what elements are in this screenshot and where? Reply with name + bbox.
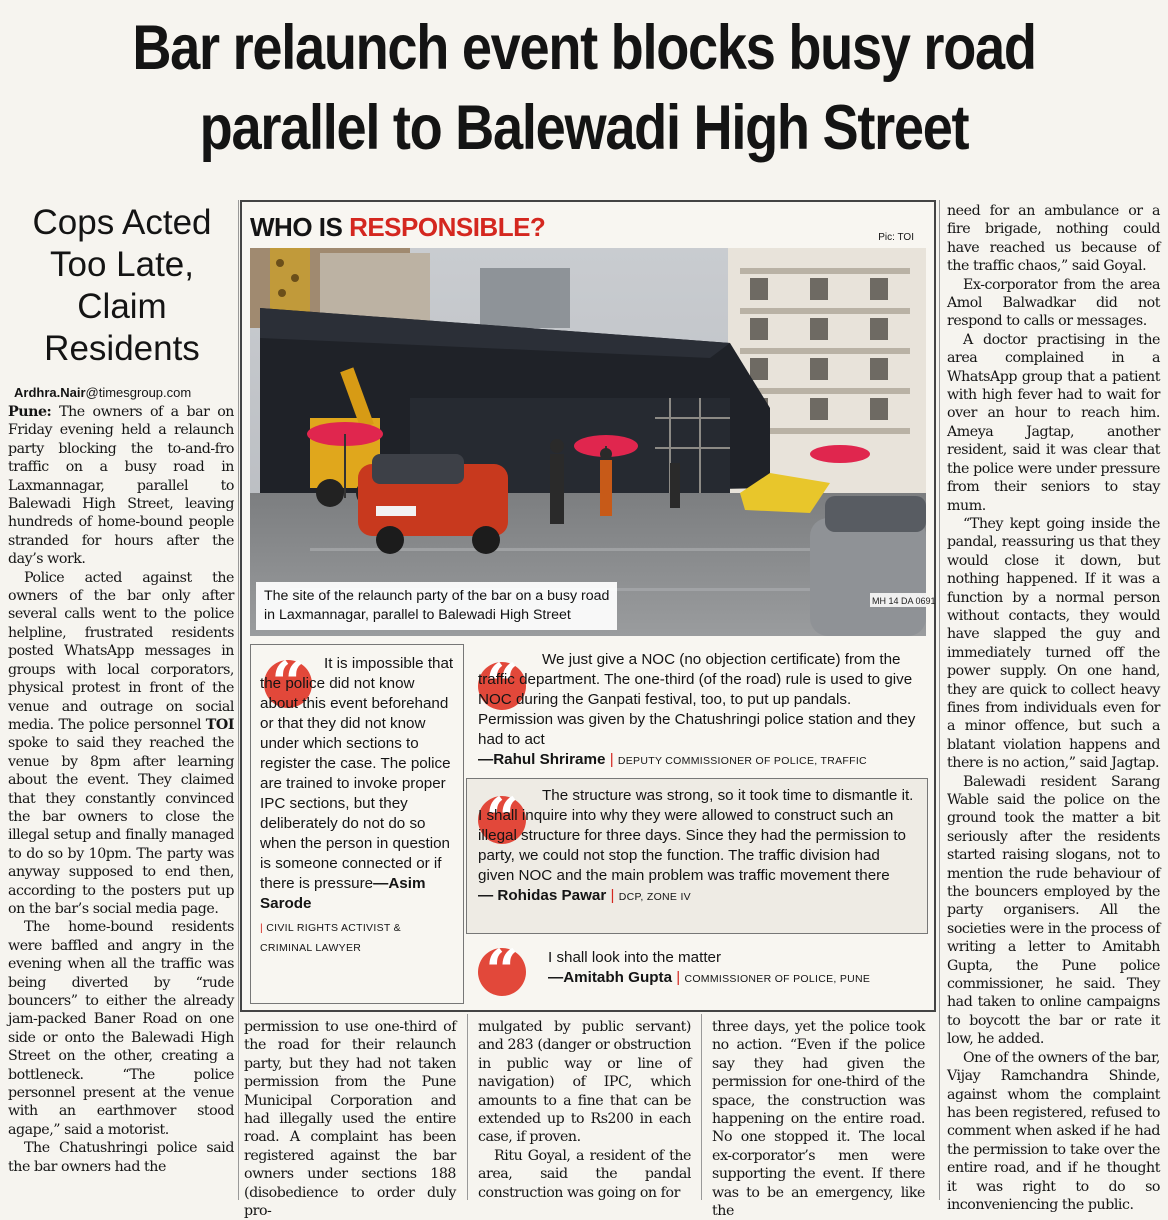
byline-domain: @timesgroup.com	[85, 385, 192, 400]
quote-1-body: It is impossible that the police did not know about this event beforehand or that they did not know under which sections to register the case. The police are trained to invoke proper IPC sections, but they deliberately do not do so when the person in question is someone connected or if there is pressure	[260, 655, 454, 892]
quote-3-role: DCP, ZONE IV	[618, 891, 691, 903]
subhead-line-2: Too Late,	[50, 245, 194, 284]
quote-2-attribution: —Rahul Shrirame	[478, 751, 606, 768]
toi-mention: TOI	[205, 716, 234, 733]
quote-4-role: COMMISSIONER OF POLICE, PUNE	[684, 973, 871, 985]
paragraph-text: Police acted against the owners of the bar only after several calls went to the police helpline, frustrated residents posted WhatsApp messages in groups with local corporators, physical protest in front of the venue and outrage on social media. The police personnel	[8, 569, 234, 733]
column-divider	[238, 200, 239, 1200]
quote-4-attribution: —Amitabh Gupta	[548, 969, 673, 986]
byline	[14, 385, 244, 400]
box-title	[250, 212, 545, 243]
article-column-5	[947, 202, 1160, 1213]
column-divider	[701, 1014, 702, 1200]
quote-1-text	[260, 649, 456, 958]
quote-1-role: CIVIL RIGHTS ACTIVIST & CRIMINAL LAWYER	[260, 922, 401, 954]
pic-credit: Pic: TOI	[878, 232, 914, 243]
photo-caption	[256, 582, 617, 630]
paragraph	[8, 403, 234, 569]
quote-3-attribution: — Rohidas Pawar	[478, 887, 607, 904]
article-column-3	[478, 1018, 691, 1200]
subhead-line-1: Cops Acted	[32, 203, 212, 242]
quote-3-text	[478, 786, 918, 907]
subhead	[6, 202, 238, 370]
quote-2-attribution-line: —Rahul Shrirame | DEPUTY COMMISSIONER OF POLICE, TRAFFIC	[478, 751, 867, 768]
caption-line-2: in Laxmannagar, parallel to Balewadi High Street	[264, 607, 571, 623]
article-column-2	[244, 1018, 456, 1220]
dateline: Pune:	[8, 404, 52, 420]
quote-4-text	[548, 948, 918, 989]
paragraph: need for an ambulance or a fire brigade, nothing could have reached us because of the traffic chaos,” said Goyal.	[947, 203, 1160, 275]
quote-mark: “	[485, 651, 519, 719]
article-column-1	[8, 403, 234, 1200]
quote-4-attribution-line: —Amitabh Gupta | COMMISSIONER OF POLICE, PUNE	[548, 969, 871, 986]
column-divider	[939, 200, 940, 1200]
quote-2	[468, 644, 928, 772]
subhead-line-4: Residents	[44, 329, 200, 368]
quote-icon	[478, 937, 526, 1005]
paragraph: Balewadi resident Sarang Wable said the police on the ground took the matter a bit seriously after the residents started raising slogans, not to mention the rude behaviour of the bouncers employed by the party organisers. All the societies were in the process of writing a letter to Amitabh Gupta, the Pune police commissioner, he said. They had taken to online campaigns to boycott the bar or rate it low, he added.	[947, 773, 1160, 1048]
paragraph-text: The owners of a bar on Friday evening held a relaunch party blocking the to-and-fro traffic on a busy road in Laxmannagar, parallel to Balewadi High Street, leaving hundreds of home-bound people stranded for hours after the day’s work.	[8, 404, 234, 568]
paragraph: three days, yet the police took no action. “Even if the police say they had given the permission for one-third of the space, the construction was happening on the entire road. No one stopped it. The local ex-corporator’s men were supporting the event. If there was to be an emergency, like the	[712, 1019, 925, 1220]
quote-2-role: DEPUTY COMMISSIONER OF POLICE, TRAFFIC	[617, 755, 867, 767]
paragraph: Ex-corporator from the area Amol Balwadkar did not respond to calls or messages.	[947, 276, 1160, 330]
paragraph: The Chatushringi police said the bar owners had the	[8, 1140, 234, 1175]
subhead-line-3: Claim	[77, 287, 167, 326]
box-title-black: WHO IS	[250, 212, 350, 242]
quote-mark: “	[271, 649, 305, 717]
quote-mark: “	[485, 937, 519, 1005]
quote-3-attribution-line: — Rohidas Pawar | DCP, ZONE IV	[478, 887, 691, 904]
photo-illustration	[250, 248, 936, 636]
paragraph: A doctor practising in the area complained in a WhatsApp group that a patient with high fever had to wait for over an hour to reach him. Ameya Jagtap, another resident, said it was clear that the police were under pressure from their seniors to stay mum.	[947, 331, 1160, 514]
quote-mark: “	[485, 785, 519, 853]
box-title-red: RESPONSIBLE?	[349, 212, 546, 242]
paragraph: “They kept going inside the pandal, reassuring us that they would close it down, but nothing happened. If it was a function by a normal person without contacts, they would have slapped the guy and immediately turned off the power supply. On one hand, they are quick to collect heavy fines from individuals even for a minor offence, but such a blatant violation happens and there is no action,” said Jagtap.	[947, 515, 1160, 772]
paragraph: Ritu Goyal, a resident of the area, said the pandal construction was going on for	[478, 1147, 691, 1201]
headline-line-1: Bar relaunch event blocks busy road	[132, 13, 1036, 83]
quote-3-body: The structure was strong, so it took time to dismantle it. I shall inquire into why they were allowed to construct such an illegal structure for three days. Since they had the permission to party, we could not stop the function. The traffic division had given NOC and the main problem was traffic movement there	[478, 787, 914, 884]
paragraph-text: spoke to said they reached the venue by 8pm after learning about the event. They claimed that they constantly convinced the bar owners to close the illegal setup and finally managed to do so by 10pm. The party was anyway supposed to end then, according to the posters put up on the bar’s social media page.	[8, 735, 234, 917]
headline	[89, 8, 1080, 168]
quote-1-role-line: | CIVIL RIGHTS ACTIVIST & CRIMINAL LAWYER	[260, 922, 401, 954]
paragraph: permission to use one-third of the road for their relaunch party, but they had not taken permission from the Pune Municipal Corporation and had illegally used the entire road. A complaint has been registered against the bar owners under sections 188 (disobedience to order duly pro-	[244, 1019, 456, 1220]
quote-4	[468, 937, 928, 1005]
news-photo	[250, 248, 936, 636]
byline-name: Ardhra.Nair	[14, 385, 86, 400]
column-divider	[467, 1014, 468, 1200]
paragraph	[8, 569, 234, 919]
photo-number-plate: MH 14 DA 0691	[872, 596, 936, 606]
quote-3	[468, 780, 928, 930]
who-is-responsible-box	[240, 200, 936, 1012]
caption-line-1: The site of the relaunch party of the bar on a busy road	[264, 588, 610, 604]
quote-2-text	[478, 650, 918, 771]
paragraph: mulgated by public servant) and 283 (danger or obstruction in public way or line of navigation) of IPC, which amounts to a fine that can be extended up to Rs200 in each case, if proven.	[478, 1019, 691, 1146]
paragraph: The home-bound residents were baffled and angry in the evening when all the traffic was being diverted by “rude bouncers” to either the already jam-packed Baner Road on one side or onto the Balewadi High Street on the other, creating a bottleneck. “The police personnel present at the venue with an earthmover stood agape,” said a motorist.	[8, 919, 234, 1138]
paragraph: One of the owners of the bar, Vijay Ramchandra Shinde, against whom the complaint has been registered, refused to comment when asked if he had the permission to take over the entire road, and if he thought it was right to do so inconveniencing the public.	[947, 1049, 1160, 1213]
quote-4-body: I shall look into the matter	[548, 949, 722, 966]
quote-2-body: We just give a NOC (no objection certificate) from the traffic department. The one-third (of the road) rule is used to give NOC during the Ganpati festival, too, to put up pandals. Permission was given by the Chatushringi police station and they had to act	[478, 651, 916, 748]
quote-1-attribution: —Asim Sarode	[260, 875, 426, 912]
article-column-4	[712, 1018, 925, 1220]
quote-1	[250, 644, 462, 1002]
headline-line-2: parallel to Balewadi High Street	[199, 93, 969, 163]
